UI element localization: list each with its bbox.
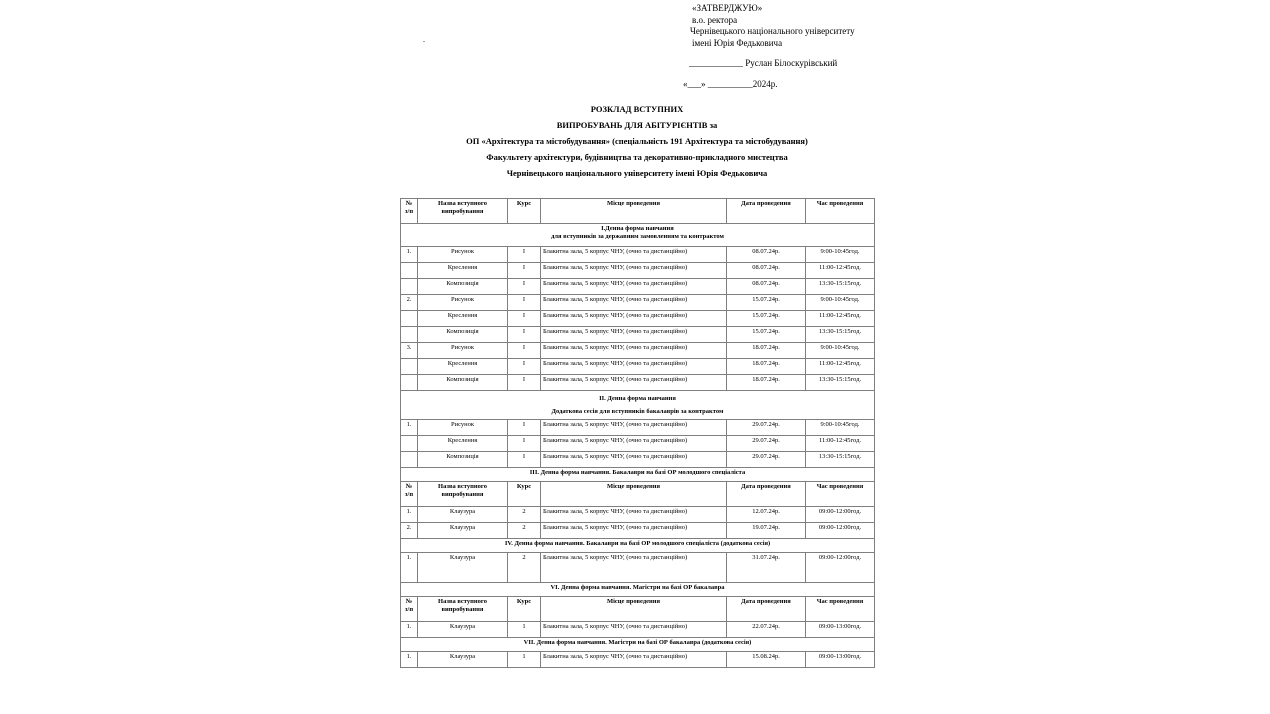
row-name: Композиція (418, 452, 508, 468)
row-course: І (508, 359, 541, 375)
approval-line-3: Чернівецького національного університету (690, 26, 855, 36)
row-course: І (508, 436, 541, 452)
header-name: Назва вступного випробування (418, 597, 508, 622)
row-course: І (508, 375, 541, 391)
row-time: 09:00-13:00год. (806, 652, 875, 668)
row-place: Блакитна зала, 5 корпус ЧНУ, (очно та дистанційно) (541, 343, 727, 359)
row-place: Блакитна зала, 5 корпус ЧНУ, (очно та дистанційно) (541, 436, 727, 452)
row-date: 29.07.24р. (727, 436, 806, 452)
header-place: Місце проведення (541, 199, 727, 224)
row-course: 1 (508, 652, 541, 668)
header-num: № з/п (401, 482, 418, 507)
table-row (401, 436, 875, 452)
row-place: Блакитна зала, 5 корпус ЧНУ, (очно та дистанційно) (541, 247, 727, 263)
table-row (401, 263, 875, 279)
table-header-row (401, 597, 875, 622)
approval-line-2: в.о. ректора (692, 14, 738, 25)
table-row (401, 343, 875, 359)
row-num (401, 311, 418, 327)
row-place: Блакитна зала, 5 корпус ЧНУ, (очно та дистанційно) (541, 327, 727, 343)
row-num: 2. (401, 523, 418, 539)
row-course: І (508, 279, 541, 295)
table-row (401, 327, 875, 343)
table-row (401, 311, 875, 327)
section-row (401, 391, 875, 420)
row-course: 2 (508, 523, 541, 539)
row-time: 13:30-15:15год. (806, 279, 875, 295)
row-name: Клаузура (418, 622, 508, 638)
row-name: Рисунок (418, 343, 508, 359)
title-line-4: Факультету архітектури, будівництва та декоративно-прикладного мистецтва (486, 152, 788, 162)
row-time: 09:00-13:00год. (806, 622, 875, 638)
title-line-2: ВИПРОБУВАНЬ ДЛЯ АБІТУРІЄНТІВ за (556, 120, 718, 130)
table-row (401, 295, 875, 311)
row-course: І (508, 311, 541, 327)
row-time: 13:30-15:15год. (806, 327, 875, 343)
row-course: І (508, 247, 541, 263)
row-name: Рисунок (418, 295, 508, 311)
header-date: Дата проведення (727, 199, 806, 224)
header-date: Дата проведення (727, 482, 806, 507)
table-row (401, 420, 875, 436)
section-2-line-1: ІІ. Денна форма навчання (599, 395, 676, 402)
row-time: 9:00-10:45год. (806, 295, 875, 311)
header-course: Курс (508, 597, 541, 622)
row-date: 18.07.24р. (727, 359, 806, 375)
header-time: Час проведення (806, 482, 875, 507)
header-time: Час проведення (806, 597, 875, 622)
row-date: 08.07.24р. (727, 263, 806, 279)
row-course: 1 (508, 622, 541, 638)
title-line-3: ОП «Архітектура та містобудування» (спеціальність 191 Архітектура та містобудування) (466, 136, 808, 146)
approval-date: «___» __________2024р. (683, 78, 778, 89)
row-name: Композиція (418, 375, 508, 391)
row-place: Блакитна зала, 5 корпус ЧНУ, (очно та дистанційно) (541, 359, 727, 375)
table-row (401, 375, 875, 391)
row-time: 11:00-12:45год. (806, 311, 875, 327)
row-name: Клаузура (418, 507, 508, 523)
row-num: 1. (401, 622, 418, 638)
document-title (400, 101, 874, 181)
row-date: 22.07.24р. (727, 622, 806, 638)
row-date: 29.07.24р. (727, 420, 806, 436)
row-course: І (508, 343, 541, 359)
section-row (401, 539, 875, 553)
row-num (401, 327, 418, 343)
row-time: 9:00-10:45год. (806, 420, 875, 436)
table-row (401, 359, 875, 375)
row-course: І (508, 295, 541, 311)
row-num (401, 359, 418, 375)
table-header-row (401, 482, 875, 507)
section-1-line-1: І.Денна форма навчання (601, 225, 674, 232)
table-row (401, 247, 875, 263)
row-num: 1. (401, 507, 418, 523)
row-date: 18.07.24р. (727, 343, 806, 359)
section-2-line-2: Додаткова сесія для вступників бакалаврів за контрактом (551, 408, 724, 415)
row-num: 1. (401, 247, 418, 263)
approval-block (683, 3, 855, 90)
header-name: Назва вступного випробування (418, 482, 508, 507)
table-row (401, 652, 875, 668)
row-time: 09:00-12:00год. (806, 553, 875, 583)
row-num (401, 279, 418, 295)
row-name: Креслення (418, 311, 508, 327)
row-name: Композиція (418, 327, 508, 343)
row-place: Блакитна зала, 5 корпус ЧНУ, (очно та дистанційно) (541, 523, 727, 539)
table-header-row (401, 199, 875, 224)
row-time: 09:00-12:00год. (806, 523, 875, 539)
row-date: 15.08.24р. (727, 652, 806, 668)
header-num: № з/п (401, 597, 418, 622)
header-date: Дата проведення (727, 597, 806, 622)
section-6-heading: VІ. Денна форма навчання. Магістри на базі ОР бакалавра (401, 583, 875, 597)
title-line-5: Чернівецького національного університету імені Юрія Федьковича (506, 168, 768, 178)
row-name: Рисунок (418, 420, 508, 436)
row-date: 15.07.24р. (727, 295, 806, 311)
section-3-heading: ІІІ. Денна форма навчання. Бакалаври на базі ОР молодшого спеціаліста (401, 468, 875, 482)
approval-line-1: «ЗАТВЕРДЖУЮ» (692, 3, 763, 13)
row-date: 15.07.24р. (727, 311, 806, 327)
section-1-heading (401, 224, 875, 247)
row-course: 2 (508, 507, 541, 523)
row-course: 2 (508, 553, 541, 583)
row-time: 13:30-15:15год. (806, 452, 875, 468)
row-course: І (508, 452, 541, 468)
section-row (401, 224, 875, 247)
row-course: І (508, 327, 541, 343)
header-name: Назва вступного випробування (418, 199, 508, 224)
row-place: Блакитна зала, 5 корпус ЧНУ, (очно та дистанційно) (541, 507, 727, 523)
row-place: Блакитна зала, 5 корпус ЧНУ, (очно та дистанційно) (541, 652, 727, 668)
row-num (401, 375, 418, 391)
stray-mark: . (423, 35, 425, 44)
section-row (401, 468, 875, 482)
row-name: Клаузура (418, 523, 508, 539)
header-num: № з/п (401, 199, 418, 224)
row-date: 29.07.24р. (727, 452, 806, 468)
table-row (401, 553, 875, 583)
section-4-heading: IV. Денна форма навчання. Бакалаври на базі ОР молодшого спеціаліста (додаткова сесія) (401, 539, 875, 553)
row-time: 11:00-12:45год. (806, 263, 875, 279)
table-row (401, 622, 875, 638)
row-time: 9:00-10:45год. (806, 247, 875, 263)
row-place: Блакитна зала, 5 корпус ЧНУ, (очно та дистанційно) (541, 311, 727, 327)
row-place: Блакитна зала, 5 корпус ЧНУ, (очно та дистанційно) (541, 420, 727, 436)
row-name: Рисунок (418, 247, 508, 263)
row-course: І (508, 420, 541, 436)
row-time: 13:30-15:15год. (806, 375, 875, 391)
row-date: 08.07.24р. (727, 279, 806, 295)
section-row (401, 583, 875, 597)
header-course: Курс (508, 482, 541, 507)
row-date: 15.07.24р. (727, 327, 806, 343)
table-row (401, 452, 875, 468)
row-date: 08.07.24р. (727, 247, 806, 263)
row-date: 19.07.24р. (727, 523, 806, 539)
table-row (401, 279, 875, 295)
row-time: 11:00-12:45год. (806, 436, 875, 452)
row-name: Креслення (418, 436, 508, 452)
row-num: 1. (401, 420, 418, 436)
row-name: Клаузура (418, 553, 508, 583)
table-row (401, 523, 875, 539)
row-time: 09:00-12:00год. (806, 507, 875, 523)
row-name: Креслення (418, 359, 508, 375)
header-course: Курс (508, 199, 541, 224)
row-course: І (508, 263, 541, 279)
row-num: 1. (401, 652, 418, 668)
approval-signature: ____________ Руслан Білоскурівський (689, 58, 838, 68)
row-num: 2. (401, 295, 418, 311)
row-place: Блакитна зала, 5 корпус ЧНУ, (очно та дистанційно) (541, 295, 727, 311)
row-place: Блакитна зала, 5 корпус ЧНУ, (очно та дистанційно) (541, 375, 727, 391)
row-date: 18.07.24р. (727, 375, 806, 391)
row-name: Композиція (418, 279, 508, 295)
schedule-table (400, 198, 875, 668)
approval-line-4: імені Юрія Федьковича (692, 37, 783, 48)
section-2-heading (401, 391, 875, 420)
section-row (401, 638, 875, 652)
row-num (401, 263, 418, 279)
header-place: Місце проведення (541, 597, 727, 622)
row-time: 11:00-12:45год. (806, 359, 875, 375)
row-place: Блакитна зала, 5 корпус ЧНУ, (очно та дистанційно) (541, 553, 727, 583)
row-time: 9:00-10:45год. (806, 343, 875, 359)
row-name: Клаузура (418, 652, 508, 668)
row-place: Блакитна зала, 5 корпус ЧНУ, (очно та дистанційно) (541, 452, 727, 468)
row-date: 31.07.24р. (727, 553, 806, 583)
row-date: 12.07.24р. (727, 507, 806, 523)
title-line-1: РОЗКЛАД ВСТУПНИХ (590, 104, 684, 114)
section-7-heading: VІІ. Денна форма навчання. Магістри на базі ОР бакалавра (додаткова сесія) (401, 638, 875, 652)
row-place: Блакитна зала, 5 корпус ЧНУ, (очно та дистанційно) (541, 279, 727, 295)
row-num: 3. (401, 343, 418, 359)
header-place: Місце проведення (541, 482, 727, 507)
row-num: 1. (401, 553, 418, 583)
row-name: Креслення (418, 263, 508, 279)
section-1-line-2: для вступників за державним замовленням та контрактом (551, 233, 724, 240)
row-num (401, 452, 418, 468)
header-time: Час проведення (806, 199, 875, 224)
row-place: Блакитна зала, 5 корпус ЧНУ, (очно та дистанційно) (541, 263, 727, 279)
table-row (401, 507, 875, 523)
row-place: Блакитна зала, 5 корпус ЧНУ, (очно та дистанційно) (541, 622, 727, 638)
row-num (401, 436, 418, 452)
